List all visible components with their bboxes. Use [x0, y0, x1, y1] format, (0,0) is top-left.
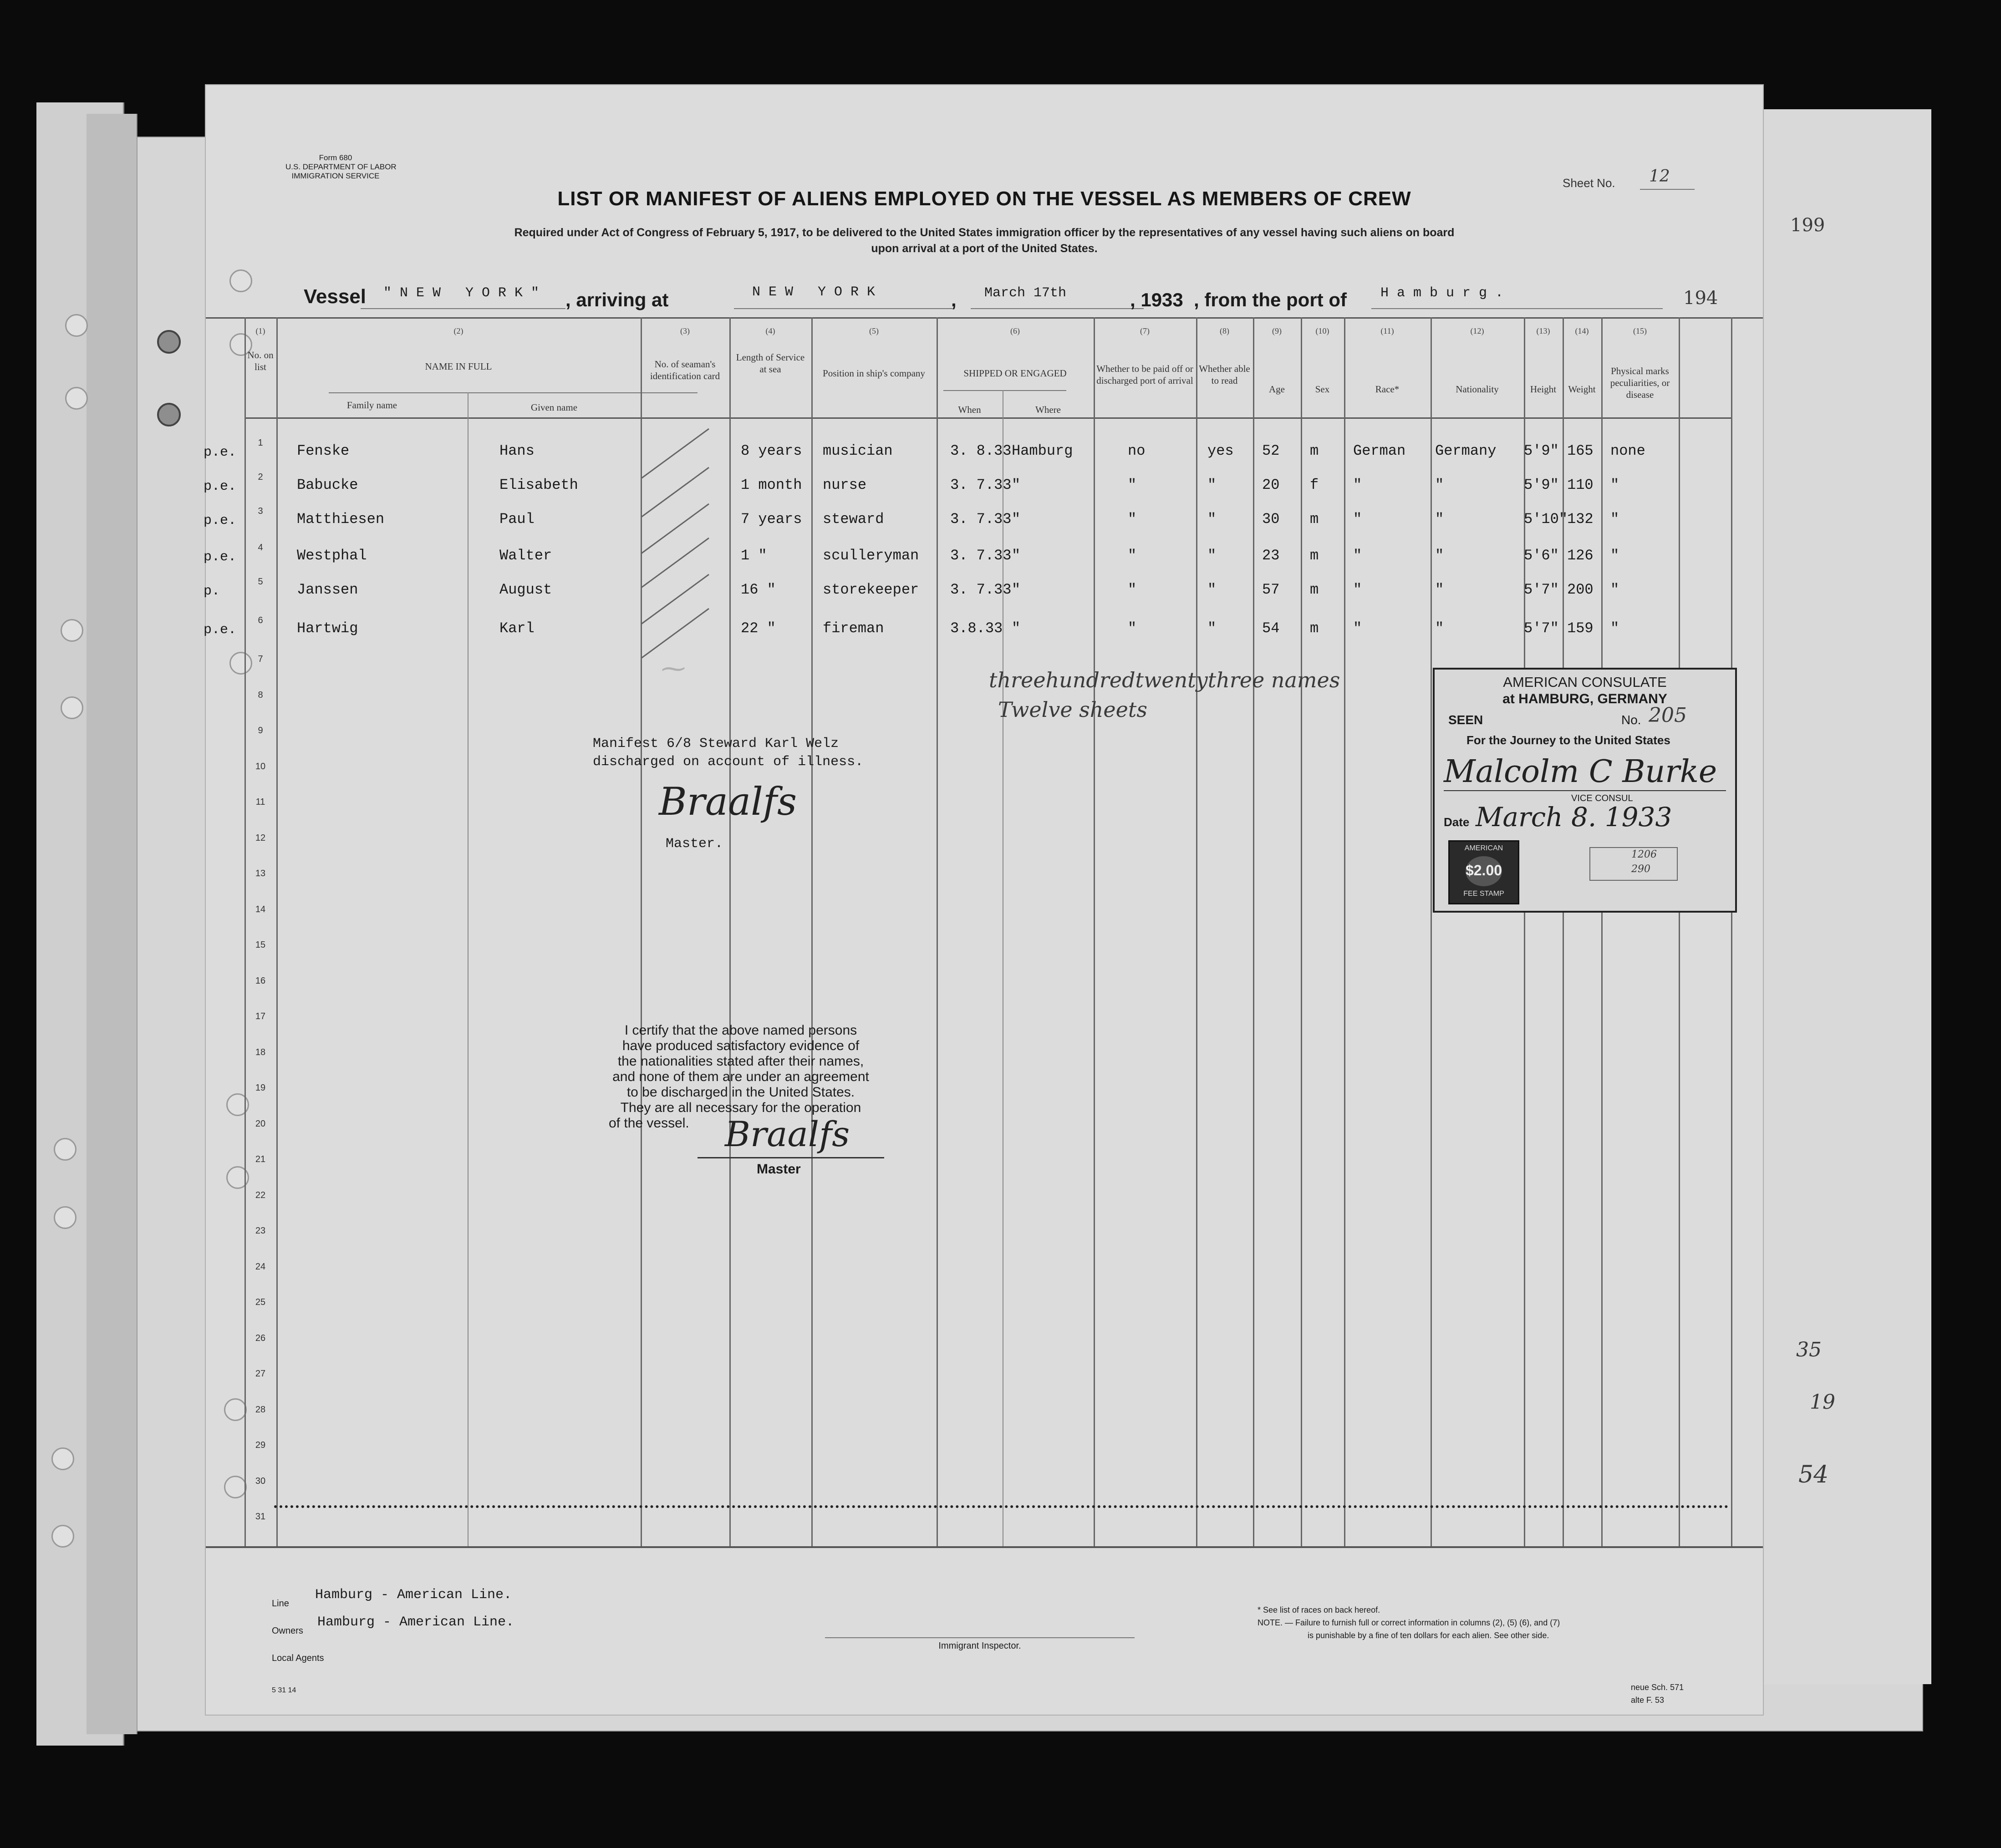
column-number: (14): [1575, 326, 1589, 335]
col-divider: [276, 317, 278, 1546]
punch-hole: [229, 269, 252, 292]
col-divider: [1563, 317, 1564, 1546]
row-mark: p.e.: [204, 513, 237, 528]
row-number: 25: [255, 1297, 266, 1307]
col-divider: [1679, 317, 1680, 1546]
row-family-name: Matthiesen: [297, 511, 385, 528]
stamp-consulate-line-2: at HAMBURG, GERMANY: [1502, 691, 1667, 706]
col-divider: [1196, 317, 1197, 1546]
document-subtitle-2: upon arrival at a port of the United States.: [871, 242, 1098, 255]
form-number: Form 680 U.S. DEPARTMENT OF LABOR IMMIGRATION SERVICE: [285, 153, 397, 180]
row-position: fireman: [823, 620, 884, 637]
col-divider: [1094, 317, 1095, 1546]
fee-stamp-value: $2.00: [1465, 862, 1502, 878]
master-label-2: Master: [757, 1162, 801, 1177]
row-number: 5: [258, 577, 263, 587]
header-shipped-or-engaged: SHIPPED OR ENGAGED: [963, 368, 1067, 379]
vessel-name: " N E W Y O R K ": [383, 285, 540, 301]
row-weight: 110: [1567, 477, 1594, 493]
punch-hole: [51, 1525, 74, 1548]
from-port-label: , from the port of: [1194, 289, 1347, 310]
row-position: steward: [823, 511, 884, 528]
stamp-seen-label: SEEN: [1448, 713, 1483, 727]
row-paid-off: ": [1128, 581, 1137, 598]
column-number: (8): [1220, 326, 1229, 335]
row-length-of-service: 7 years: [741, 511, 802, 528]
footer-owners-label: Owners: [272, 1626, 303, 1636]
punch-hole: [157, 403, 181, 426]
row-weight: 132: [1567, 511, 1594, 528]
row-number: 20: [255, 1119, 266, 1129]
shipped-subheader-line: [943, 390, 1066, 391]
fee-service-no: 1206: [1631, 849, 1657, 860]
column-number: (6): [1010, 326, 1020, 335]
row-paid-off: ": [1128, 477, 1137, 493]
row-shipped-when: 3.8.33: [950, 620, 1003, 637]
header-family-name: Family name: [346, 400, 397, 411]
row-nationality: ": [1435, 511, 1444, 528]
document-subtitle-1: Required under Act of Congress of February 5, 1917, to be delivered to the United States immigration officer by the representatives of any vessel having such aliens on board: [514, 226, 1455, 239]
sheet-number-label: Sheet No.: [1563, 176, 1615, 190]
master-signature-line: [698, 1157, 884, 1158]
row-number: 6: [258, 615, 263, 625]
stamp-consulate-line-1: AMERICAN CONSULATE: [1503, 674, 1667, 690]
column-number: (13): [1536, 326, 1550, 335]
punch-hole: [157, 330, 181, 354]
stamp-date-value: March 8. 1933: [1476, 802, 1672, 833]
row-race: German: [1353, 442, 1406, 459]
row-age: 30: [1262, 511, 1280, 528]
vessel-comma: ,: [951, 289, 957, 310]
row-number: 23: [255, 1226, 266, 1236]
header-age: Age: [1269, 384, 1285, 395]
id-column-strokes: [641, 422, 729, 741]
arrival-date-line: [971, 308, 1144, 309]
row-sex: f: [1310, 477, 1319, 493]
row-weight: 200: [1567, 581, 1594, 598]
row-shipped-when: 3. 7.33: [950, 511, 1012, 528]
header-given-name: Given name: [530, 402, 578, 413]
row-shipped-where: Hamburg: [1012, 442, 1073, 459]
row-shipped-when: 3. 7.33: [950, 547, 1012, 564]
faint-pencil-mark: ⁓: [661, 654, 686, 683]
row-family-name: Fenske: [297, 442, 350, 459]
arriving-port: N E W Y O R K: [752, 284, 876, 300]
row-age: 23: [1262, 547, 1280, 564]
inspector-line: [825, 1637, 1135, 1638]
row-position: nurse: [823, 477, 867, 493]
punch-hole: [61, 619, 83, 642]
column-number: (1): [255, 326, 265, 335]
row-number: 3: [258, 506, 263, 516]
row-height: 5'7": [1524, 581, 1559, 598]
header-seaman-id: No. of seaman's identification card: [650, 359, 720, 381]
row-physical-marks: ": [1610, 511, 1619, 528]
row-number: 12: [255, 833, 266, 843]
row-number: 31: [255, 1512, 266, 1522]
footer-print-code: 5 31 14: [272, 1686, 296, 1694]
row-number: 13: [255, 868, 266, 878]
row-number: 27: [255, 1369, 266, 1379]
col-divider: [1431, 317, 1432, 1546]
row-paid-off: ": [1128, 620, 1137, 637]
header-no-on-list: No. on list: [247, 350, 274, 372]
punch-hole: [61, 696, 83, 719]
punch-hole: [65, 314, 88, 337]
row-mark: p.e.: [204, 549, 237, 565]
header-when: When: [958, 404, 981, 415]
column-number: (11): [1380, 326, 1394, 335]
col-divider: [1524, 317, 1525, 1546]
row-height: 5'6": [1524, 547, 1559, 564]
row-number: 10: [255, 762, 266, 772]
row-given-name: Elisabeth: [499, 477, 578, 493]
sheet-number: 12: [1649, 167, 1670, 186]
column-number: (9): [1272, 326, 1282, 335]
footer-line-label: Line: [272, 1599, 289, 1609]
row-height: 5'9": [1524, 477, 1559, 493]
row-physical-marks: ": [1610, 620, 1619, 637]
header-able-to-read: Whether able to read: [1199, 363, 1250, 386]
footer-owners-value: Hamburg - American Line.: [317, 1614, 514, 1630]
column-number: (5): [869, 326, 879, 335]
row-mark: p.e.: [204, 622, 237, 638]
col-divider: [1731, 317, 1732, 1546]
row-family-name: Janssen: [297, 581, 358, 598]
fee-no: 290: [1631, 863, 1650, 875]
manifest-note-line-1: Manifest 6/8 Steward Karl Welz: [593, 736, 839, 751]
footer-local-agents-label: Local Agents: [272, 1653, 324, 1663]
row-number: 30: [255, 1476, 266, 1486]
row-number: 8: [258, 690, 263, 700]
row-family-name: Babucke: [297, 477, 358, 493]
punch-hole: [224, 1398, 247, 1421]
row-length-of-service: 8 years: [741, 442, 802, 459]
row-number: 21: [255, 1154, 266, 1164]
row-physical-marks: none: [1610, 442, 1645, 459]
row-age: 54: [1262, 620, 1280, 637]
manifest-note-line-2: discharged on account of illness.: [593, 754, 864, 770]
row-nationality: ": [1435, 620, 1444, 637]
row-able-to-read: ": [1207, 547, 1217, 564]
row-number: 14: [255, 904, 266, 914]
departure-port: H a m b u r g .: [1380, 285, 1504, 301]
row-able-to-read: ": [1207, 581, 1217, 598]
stamp-no-value: 205: [1649, 704, 1687, 727]
fee-record-box: [1589, 847, 1678, 881]
closing-dotted-line: [274, 1505, 1729, 1508]
row-mark: p.: [204, 584, 220, 599]
row-position: storekeeper: [823, 581, 919, 598]
header-position: Position in ship's company: [823, 368, 925, 379]
row-number: 29: [255, 1440, 266, 1450]
consulate-stamp: [1433, 668, 1737, 913]
handwritten-total-names: threehundredtwentythree names: [989, 668, 1340, 692]
row-position: musician: [823, 442, 893, 459]
table-bottom-border: [206, 1546, 1763, 1548]
row-mark: p.e.: [204, 479, 237, 494]
row-family-name: Westphal: [297, 547, 367, 564]
arriving-port-line: [734, 308, 952, 309]
arrival-date: March 17th: [984, 285, 1067, 301]
col-divider: [244, 317, 246, 1546]
fee-stamp: [1448, 840, 1519, 904]
table-top-border: [206, 317, 1763, 319]
row-age: 52: [1262, 442, 1280, 459]
column-number: (4): [765, 326, 775, 335]
handwritten-total-sheets: Twelve sheets: [998, 697, 1147, 722]
punch-hole: [51, 1447, 74, 1470]
arriving-label: , arriving at: [565, 289, 669, 310]
row-race: ": [1353, 477, 1362, 493]
name-subheader-line: [329, 392, 698, 393]
col-divider: [1253, 317, 1254, 1546]
row-sex: m: [1310, 620, 1319, 637]
row-number: 19: [255, 1083, 266, 1093]
row-number: 17: [255, 1011, 266, 1021]
row-mark: p.e.: [204, 445, 237, 460]
master-signature-2: Braalfs: [725, 1114, 850, 1154]
header-weight: Weight: [1568, 384, 1596, 395]
master-signature-1: Braalfs: [659, 779, 797, 824]
header-physical-marks: Physical marks peculiarities, or disease: [1610, 366, 1670, 400]
column-number: (12): [1470, 326, 1484, 335]
row-number: 4: [258, 543, 263, 553]
row-position: sculleryman: [823, 547, 919, 564]
row-race: ": [1353, 620, 1362, 637]
certification-text: I certify that the above named persons have produced satisfactory evidence of the nationalities stated after their names, and none of them are under an agreement to be discharged in the United States. They are all necessary for the operation of the vessel.: [609, 1023, 869, 1131]
vessel-label: Vessel: [304, 285, 367, 308]
row-shipped-where: ": [1012, 547, 1021, 564]
row-number: 11: [255, 797, 265, 807]
margin-number-top: 199: [1790, 215, 1825, 236]
tally-19: 19: [1810, 1391, 1835, 1414]
punch-hole: [65, 387, 88, 410]
row-physical-marks: ": [1610, 581, 1619, 598]
row-weight: 159: [1567, 620, 1594, 637]
stamp-date-label: Date: [1444, 815, 1470, 829]
stamp-vice-consul: VICE CONSUL: [1571, 793, 1633, 803]
row-number: 28: [255, 1405, 266, 1415]
footer-sch-2: alte F. 53: [1631, 1696, 1665, 1705]
row-given-name: August: [499, 581, 552, 598]
vessel-name-line: [361, 308, 565, 309]
row-sex: m: [1310, 547, 1319, 564]
footer-immigrant-inspector: Immigrant Inspector.: [938, 1641, 1021, 1651]
row-race: ": [1353, 547, 1362, 564]
header-sex: Sex: [1315, 384, 1330, 395]
row-number: 18: [255, 1047, 266, 1057]
row-given-name: Karl: [499, 620, 535, 637]
row-physical-marks: ": [1610, 477, 1619, 493]
fee-stamp-bottom: FEE STAMP: [1463, 890, 1504, 898]
row-number: 16: [255, 976, 266, 986]
arrival-year: , 1933: [1130, 289, 1183, 310]
background-sheet-right: [1757, 109, 1931, 1684]
footer-note-fine-2: is punishable by a fine of ten dollars for each alien. See other side.: [1308, 1631, 1549, 1640]
punch-hole: [54, 1206, 76, 1229]
row-length-of-service: 1 month: [741, 477, 802, 493]
column-number: (15): [1633, 326, 1647, 335]
tally-35: 35: [1796, 1338, 1822, 1361]
stamp-journey: For the Journey to the United States: [1466, 733, 1670, 747]
row-shipped-where: ": [1012, 620, 1021, 637]
row-shipped-when: 3. 7.33: [950, 581, 1012, 598]
row-number: 1: [258, 438, 263, 448]
punch-hole: [224, 1476, 247, 1498]
row-sex: m: [1310, 511, 1319, 528]
vice-consul-signature: Malcolm C Burke: [1444, 754, 1717, 790]
row-age: 20: [1262, 477, 1280, 493]
header-paid-off: Whether to be paid off or discharged port of arrival: [1096, 363, 1193, 386]
row-shipped-where: ": [1012, 581, 1021, 598]
row-nationality: Germany: [1435, 442, 1497, 459]
row-height: 5'7": [1524, 620, 1559, 637]
row-family-name: Hartwig: [297, 620, 358, 637]
row-number: 24: [255, 1262, 266, 1272]
row-number: 15: [255, 940, 266, 950]
row-given-name: Paul: [499, 511, 535, 528]
stamp-no-label: No.: [1621, 713, 1641, 727]
fee-stamp-top: AMERICAN: [1464, 844, 1503, 852]
col-divider: [937, 317, 938, 1546]
row-age: 57: [1262, 581, 1280, 598]
col-divider: [1301, 317, 1302, 1546]
row-number: 22: [255, 1190, 266, 1200]
column-number: (10): [1315, 326, 1329, 335]
document-title: LIST OR MANIFEST OF ALIENS EMPLOYED ON THE VESSEL AS MEMBERS OF CREW: [557, 188, 1411, 210]
row-length-of-service: 1 ": [741, 547, 767, 564]
header-where: Where: [1035, 404, 1061, 415]
row-number: 26: [255, 1333, 266, 1343]
row-shipped-where: ": [1012, 511, 1021, 528]
row-shipped-when: 3. 8.33: [950, 442, 1012, 459]
col-divider: [1601, 317, 1603, 1546]
row-paid-off: ": [1128, 511, 1137, 528]
row-paid-off: no: [1128, 442, 1146, 459]
footer-line-value: Hamburg - American Line.: [315, 1587, 512, 1603]
row-length-of-service: 16 ": [741, 581, 776, 598]
row-number: 2: [258, 472, 263, 482]
row-given-name: Walter: [499, 547, 552, 564]
margin-number-right: 194: [1683, 288, 1718, 309]
header-length-of-service: Length of Service at sea: [736, 352, 805, 375]
row-nationality: ": [1435, 581, 1444, 598]
row-race: ": [1353, 581, 1362, 598]
row-weight: 165: [1567, 442, 1594, 459]
row-sex: m: [1310, 581, 1319, 598]
header-nationality: Nationality: [1456, 384, 1499, 395]
col-divider: [1344, 317, 1345, 1546]
punch-hole: [54, 1138, 76, 1161]
header-name-in-full: NAME IN FULL: [425, 361, 492, 372]
row-given-name: Hans: [499, 442, 535, 459]
stamp-signature-line: [1444, 790, 1726, 791]
row-height: 5'9": [1524, 442, 1559, 459]
row-nationality: ": [1435, 547, 1444, 564]
column-number: (3): [680, 326, 690, 335]
departure-port-line: [1371, 308, 1663, 309]
column-number: (2): [453, 326, 463, 335]
footer-note-races: * See list of races on back hereof.: [1258, 1605, 1380, 1614]
footer-sch-1: neue Sch. 571: [1631, 1683, 1684, 1692]
master-label-1: Master.: [666, 836, 723, 852]
row-number: 7: [258, 654, 263, 664]
row-height: 5'10": [1524, 511, 1568, 528]
row-sex: m: [1310, 442, 1319, 459]
row-shipped-when: 3. 7.33: [950, 477, 1012, 493]
footer-note-fine-1: NOTE. — Failure to furnish full or correct information in columns (2), (5) (6), and (7): [1258, 1618, 1560, 1627]
header-height: Height: [1530, 384, 1557, 395]
row-able-to-read: ": [1207, 511, 1217, 528]
row-able-to-read: yes: [1207, 442, 1234, 459]
manifest-page: [204, 84, 1825, 1716]
row-physical-marks: ": [1610, 547, 1619, 564]
tally-54: 54: [1798, 1461, 1829, 1488]
row-able-to-read: ": [1207, 620, 1217, 637]
row-able-to-read: ": [1207, 477, 1217, 493]
row-weight: 126: [1567, 547, 1594, 564]
row-length-of-service: 22 ": [741, 620, 776, 637]
row-number: 9: [258, 726, 263, 736]
col-divider: [811, 317, 813, 1546]
row-race: ": [1353, 511, 1362, 528]
row-paid-off: ": [1128, 547, 1137, 564]
header-race: Race*: [1375, 384, 1400, 395]
background-sheet-left-inner: [87, 114, 137, 1734]
row-shipped-where: ": [1012, 477, 1021, 493]
column-number: (7): [1140, 326, 1150, 335]
col-divider: [729, 317, 731, 1546]
row-nationality: ": [1435, 477, 1444, 493]
